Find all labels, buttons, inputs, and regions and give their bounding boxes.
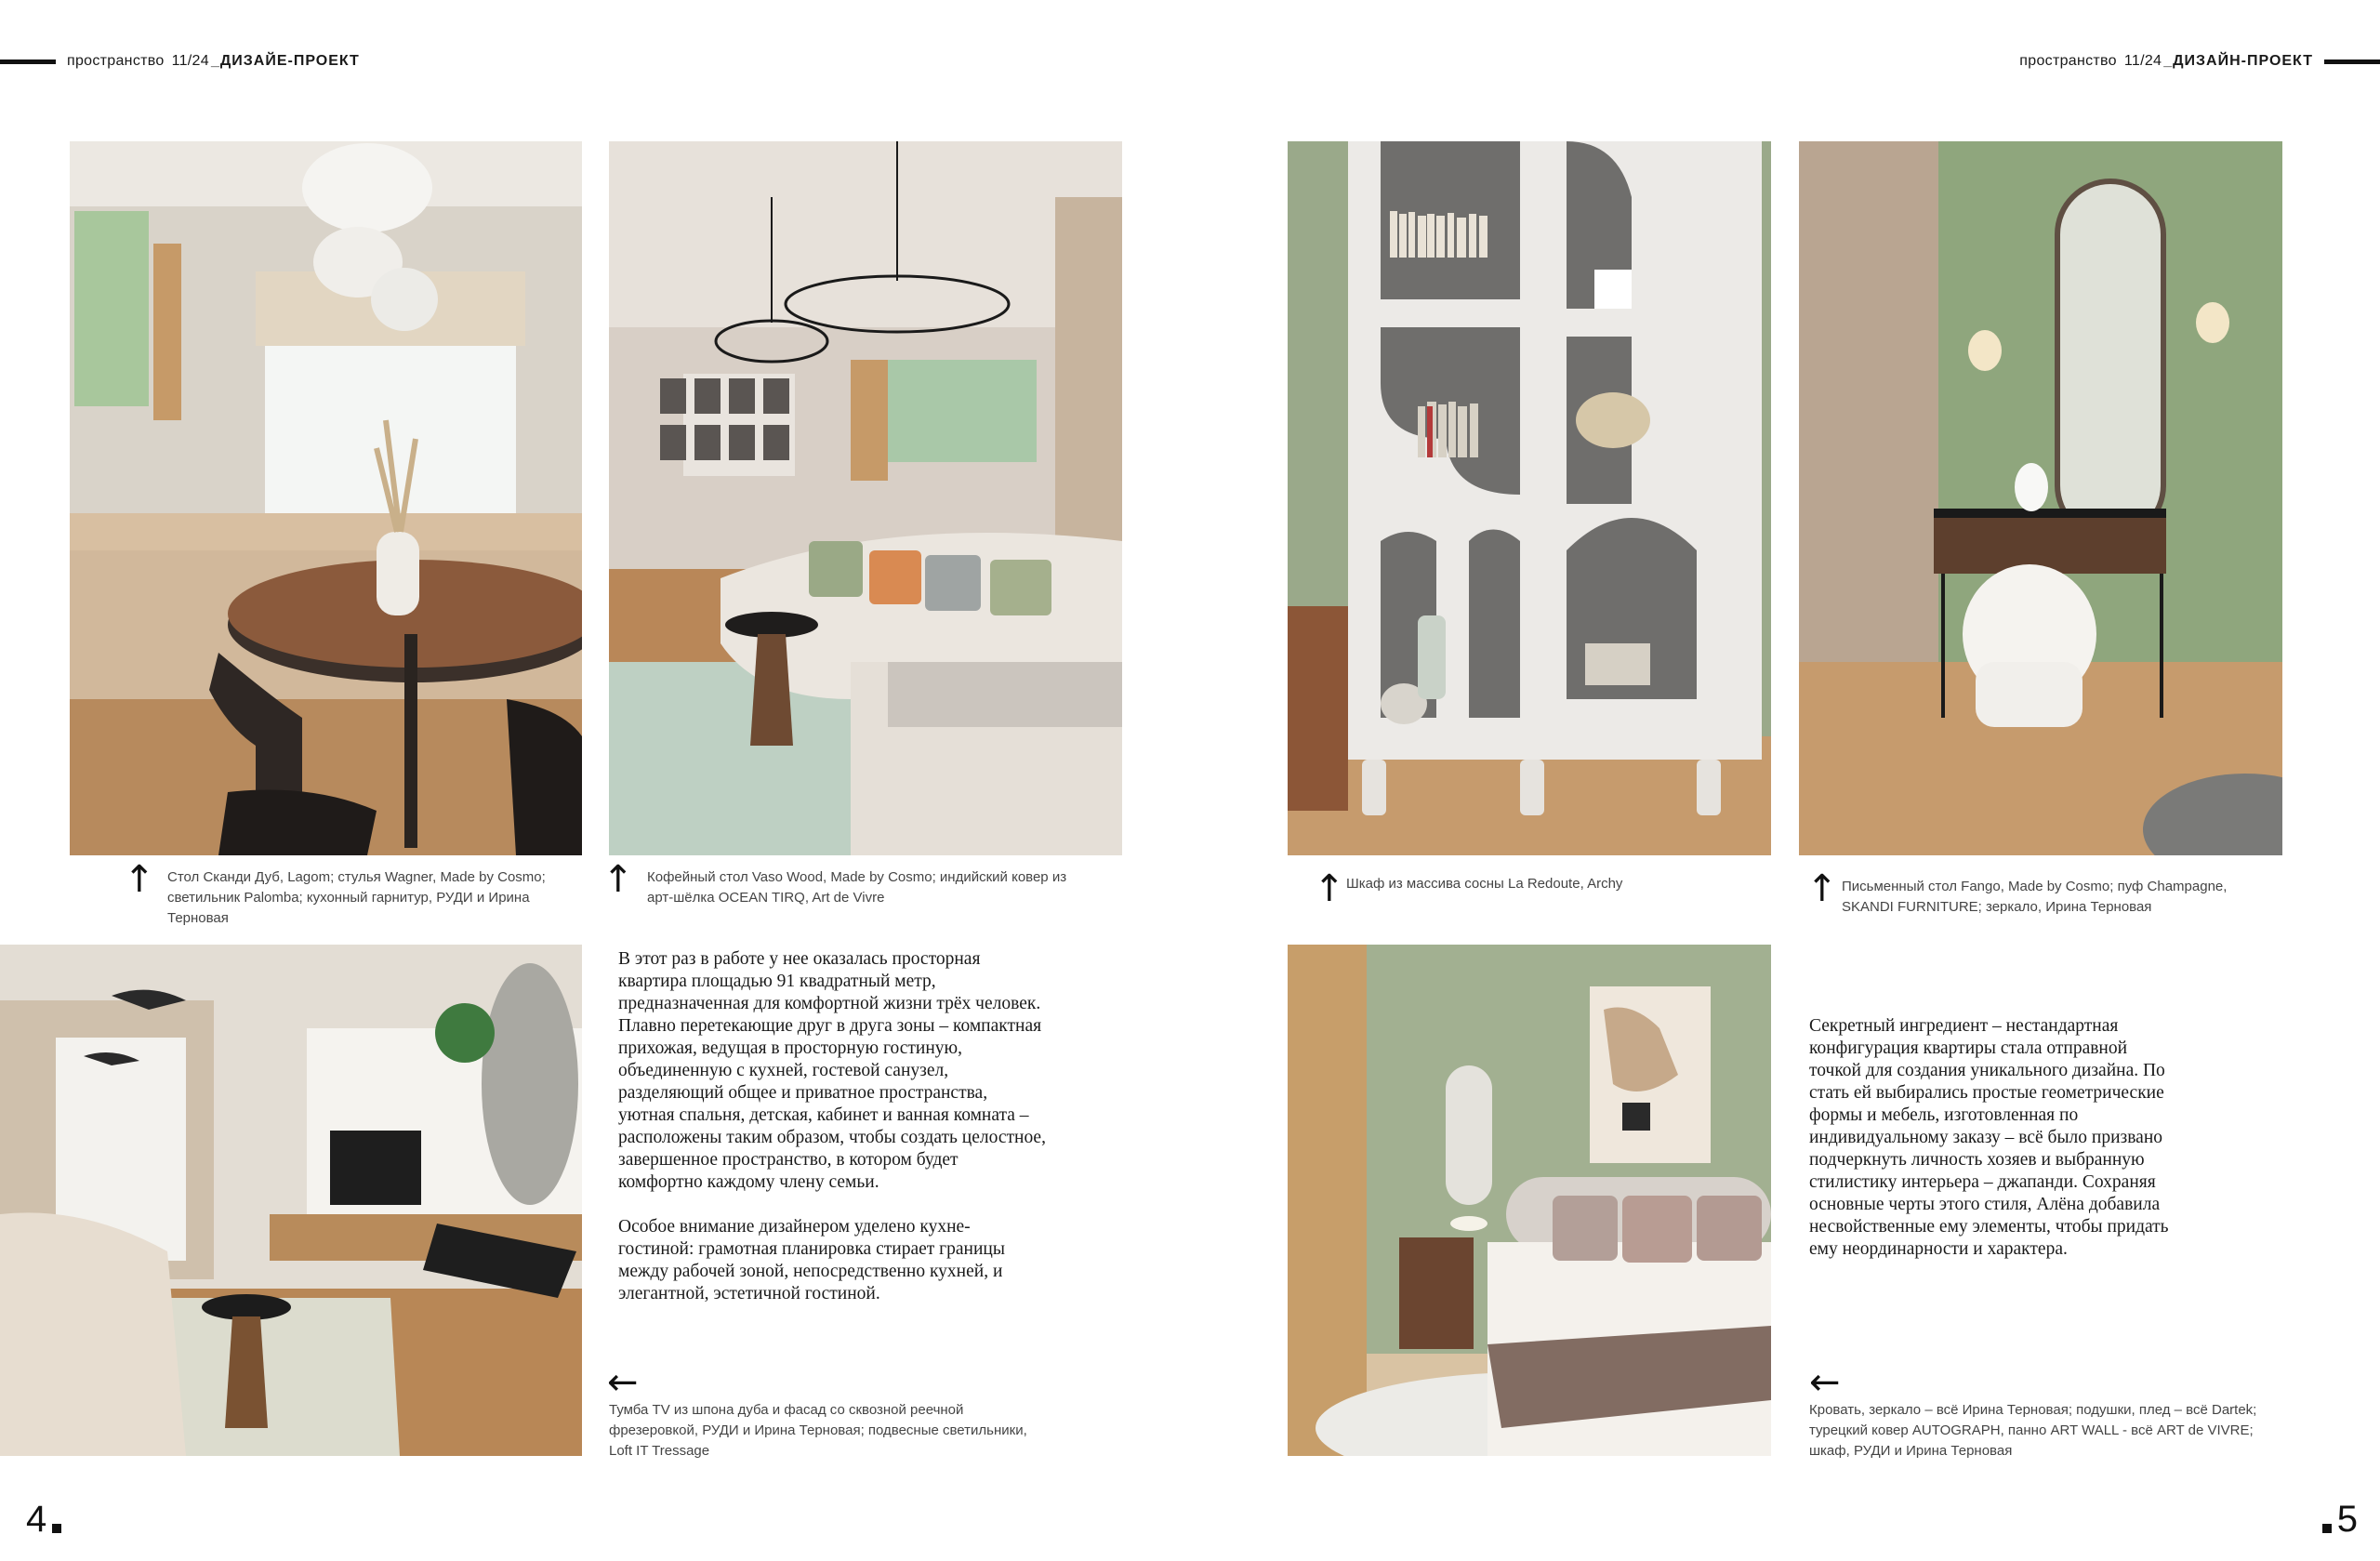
up-arrow-icon: ↑ — [124, 858, 155, 901]
photo-living-room — [609, 141, 1122, 855]
caption-tv: Тумба TV из шпона дуба и фасад со сквозной реечной фрезеровкой, РУДИ и Ирина Терновая; подвесные светильники, Loft IT Tressage — [609, 1402, 1027, 1459]
page-number-left — [26, 1499, 61, 1541]
header-rule — [2324, 60, 2380, 64]
up-arrow-icon: ↑ — [1314, 867, 1345, 910]
photo-kitchen — [70, 141, 582, 855]
header-section: пространство — [67, 53, 165, 69]
caption-kitchen: Стол Сканди Дуб, Lagom; стулья Wagner, Made by Cosmo; светильник Palomba; кухонный гарнитур, РУДИ и Ирина Терновая — [167, 869, 546, 926]
photo-bookshelf — [1288, 141, 1771, 855]
paragraph: Секретный ингредиент – нестандартная конфигурация квартиры стала отправной точкой для создания уникального дизайна. По стать ей выбирались простые геометрические формы и мебель, изготовленная по индивидуальному заказу – всё было призвано подчеркнуть личность хозяев и выбранную стилистику интерьера – джапанди. Сохраняя основные черты этого стиля, Алёна добавила несвойственные ему элементы, чтобы придать ему неординарности и характера. — [1809, 1016, 2169, 1259]
header-topic: _ДИЗАЙЕ-ПРОЕКТ — [210, 53, 360, 69]
article-text-left — [618, 948, 1046, 1328]
photo-tv-room — [0, 945, 582, 1456]
header-issue: 11/24 — [171, 53, 209, 69]
page-number-right — [2322, 1499, 2358, 1541]
caption-bedroom: Кровать, зеркало – всё Ирина Терновая; подушки, плед – всё Dartek; турецкий ковер AUTOGRAPH, панно ART WALL - всё ART de VIVRE; шкаф, РУДИ и Ирина Терновая — [1809, 1402, 2257, 1459]
caption-shelf: Шкаф из массива сосны La Redoute, Archy — [1346, 876, 1623, 892]
up-arrow-icon: ↑ — [1806, 867, 1838, 910]
page-number: 4 — [26, 1499, 47, 1540]
header-topic: _ДИЗАЙН-ПРОЕКТ — [2163, 53, 2313, 69]
page-dot — [52, 1524, 61, 1533]
caption-living: Кофейный стол Vaso Wood, Made by Cosmo; индийский ковер из арт-шёлка OCEAN TIRQ, Art de Vivre — [647, 869, 1067, 906]
header-left — [0, 52, 360, 71]
left-arrow-icon: ← — [1809, 1361, 1841, 1404]
header-issue: 11/24 — [2123, 53, 2162, 69]
header-right — [2019, 52, 2380, 71]
page-dot — [2322, 1524, 2332, 1533]
paragraph: Особое внимание дизайнером уделено кухне-гостиной: грамотная планировка стирает границы между рабочей зоной, непосредственно кухней, и элегантной, эстетичной гостиной. — [618, 1217, 1005, 1303]
caption-desk: Письменный стол Fango, Made by Cosmo; пуф Champagne, SKANDI FURNITURE; зеркало, Ирина Терновая — [1842, 879, 2228, 915]
page-number: 5 — [2336, 1499, 2358, 1540]
photo-dressing-table — [1799, 141, 2282, 855]
header-rule — [0, 60, 56, 64]
header-section: пространство — [2019, 53, 2117, 69]
article-text-right — [1809, 1015, 2181, 1283]
photo-bedroom — [1288, 945, 1771, 1456]
paragraph: В этот раз в работе у нее оказалась просторная квартира площадью 91 квадратный метр, предназначенная для комфортной жизни трёх человек. Плавно перетекающие друг в друга зоны – компактная прихожая, ведущая в просторную гостиную, объединенную с кухней, гостевой санузел, разделяющий общее и приватное пространства, уютная спальня, детская, кабинет и ванная комната – расположены таким образом, чтобы создать целостное, завершенное пространство, в котором будет комфортно каждому члену семьи. — [618, 949, 1046, 1192]
left-arrow-icon: ← — [607, 1361, 639, 1404]
up-arrow-icon: ↑ — [602, 858, 634, 901]
